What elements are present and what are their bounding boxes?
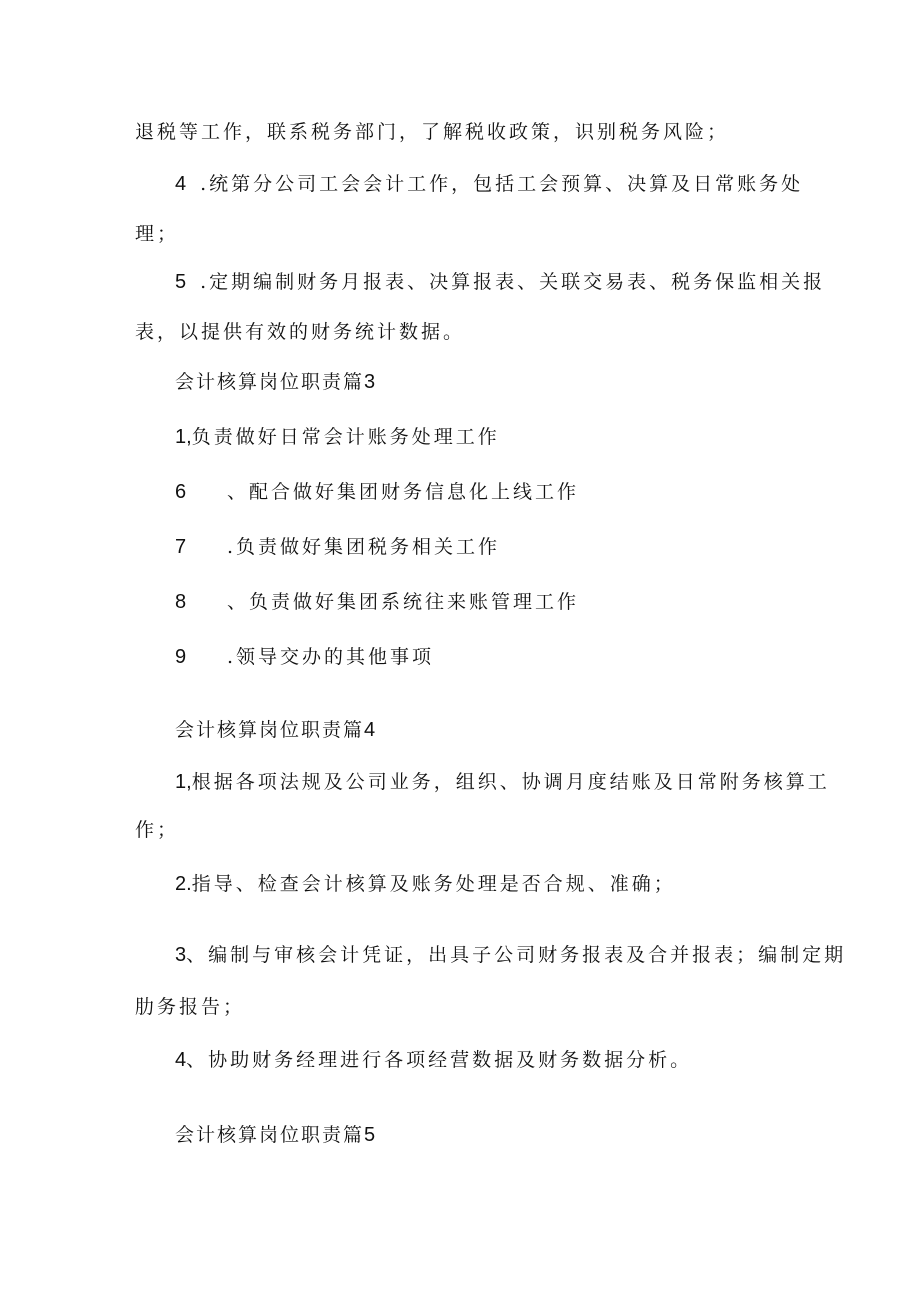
item-text: .统第分公司工会会计工作，包括工会预算、决算及日常账务处	[200, 173, 804, 195]
list-item-5	[175, 270, 825, 294]
item-text: 、编制与审核会计凭证，出具子公司财务报表及合并报表；编制定期	[186, 944, 847, 966]
heading-text: 会计核算岗位职责篇	[175, 1124, 365, 1146]
item-number: 7	[175, 536, 190, 558]
text-line: 理；	[135, 223, 180, 245]
section-heading-5	[175, 1123, 375, 1147]
item-number: 6	[175, 481, 190, 503]
item-number: 4	[175, 1049, 187, 1071]
item-text: .领导交办的其他事项	[227, 646, 435, 668]
paragraph-line	[135, 995, 245, 1019]
heading-number: 4	[364, 719, 376, 741]
item-number: 9	[175, 646, 190, 668]
item-number: 3	[175, 944, 187, 966]
paragraph-line	[135, 320, 465, 344]
list-item-3	[175, 943, 846, 967]
list-item-1	[175, 425, 500, 449]
text-line: 退税等工作，联系税务部门，了解税收政策，识别税务风险；	[135, 121, 730, 143]
item-text: 根据各项法规及公司业务，组织、协调月度结账及日常附务核算工	[191, 771, 830, 793]
item-number: 2.	[175, 873, 192, 895]
item-number: 8	[175, 591, 190, 613]
paragraph-line	[135, 120, 729, 144]
heading-text: 会计核算岗位职责篇	[175, 719, 365, 741]
item-text: 、负责做好集团系统往来账管理工作	[227, 591, 580, 613]
item-text: .定期编制财务月报表、决算报表、关联交易表、税务保监相关报	[200, 271, 826, 293]
item-number: 4	[175, 173, 187, 195]
item-text: 、配合做好集团财务信息化上线工作	[227, 481, 580, 503]
item-text: 、协助财务经理进行各项经营数据及财务数据分析。	[186, 1049, 693, 1071]
section-heading-4	[175, 718, 375, 742]
list-item-2	[175, 872, 676, 896]
item-text: 指导、检查会计核算及账务处理是否合规、准确；	[191, 873, 676, 895]
text-line: 作；	[135, 819, 180, 841]
text-line: 肋务报告；	[135, 996, 246, 1018]
list-item-4	[175, 1048, 692, 1072]
text-line: 表，以提供有效的财务统计数据。	[135, 321, 466, 343]
paragraph-line	[135, 818, 179, 842]
heading-text: 会计核算岗位职责篇	[175, 371, 365, 393]
item-number: 1,	[175, 771, 192, 793]
section-heading-3	[175, 370, 375, 394]
list-item-1	[175, 770, 830, 794]
item-text: .负责做好集团税务相关工作	[227, 536, 501, 558]
item-number: 5	[175, 271, 187, 293]
item-number: 1,	[175, 426, 192, 448]
list-item-4	[175, 172, 803, 196]
heading-number: 3	[364, 371, 376, 393]
paragraph-line	[135, 222, 179, 246]
heading-number: 5	[364, 1124, 376, 1146]
item-text: 负责做好日常会计账务处理工作	[191, 426, 500, 448]
